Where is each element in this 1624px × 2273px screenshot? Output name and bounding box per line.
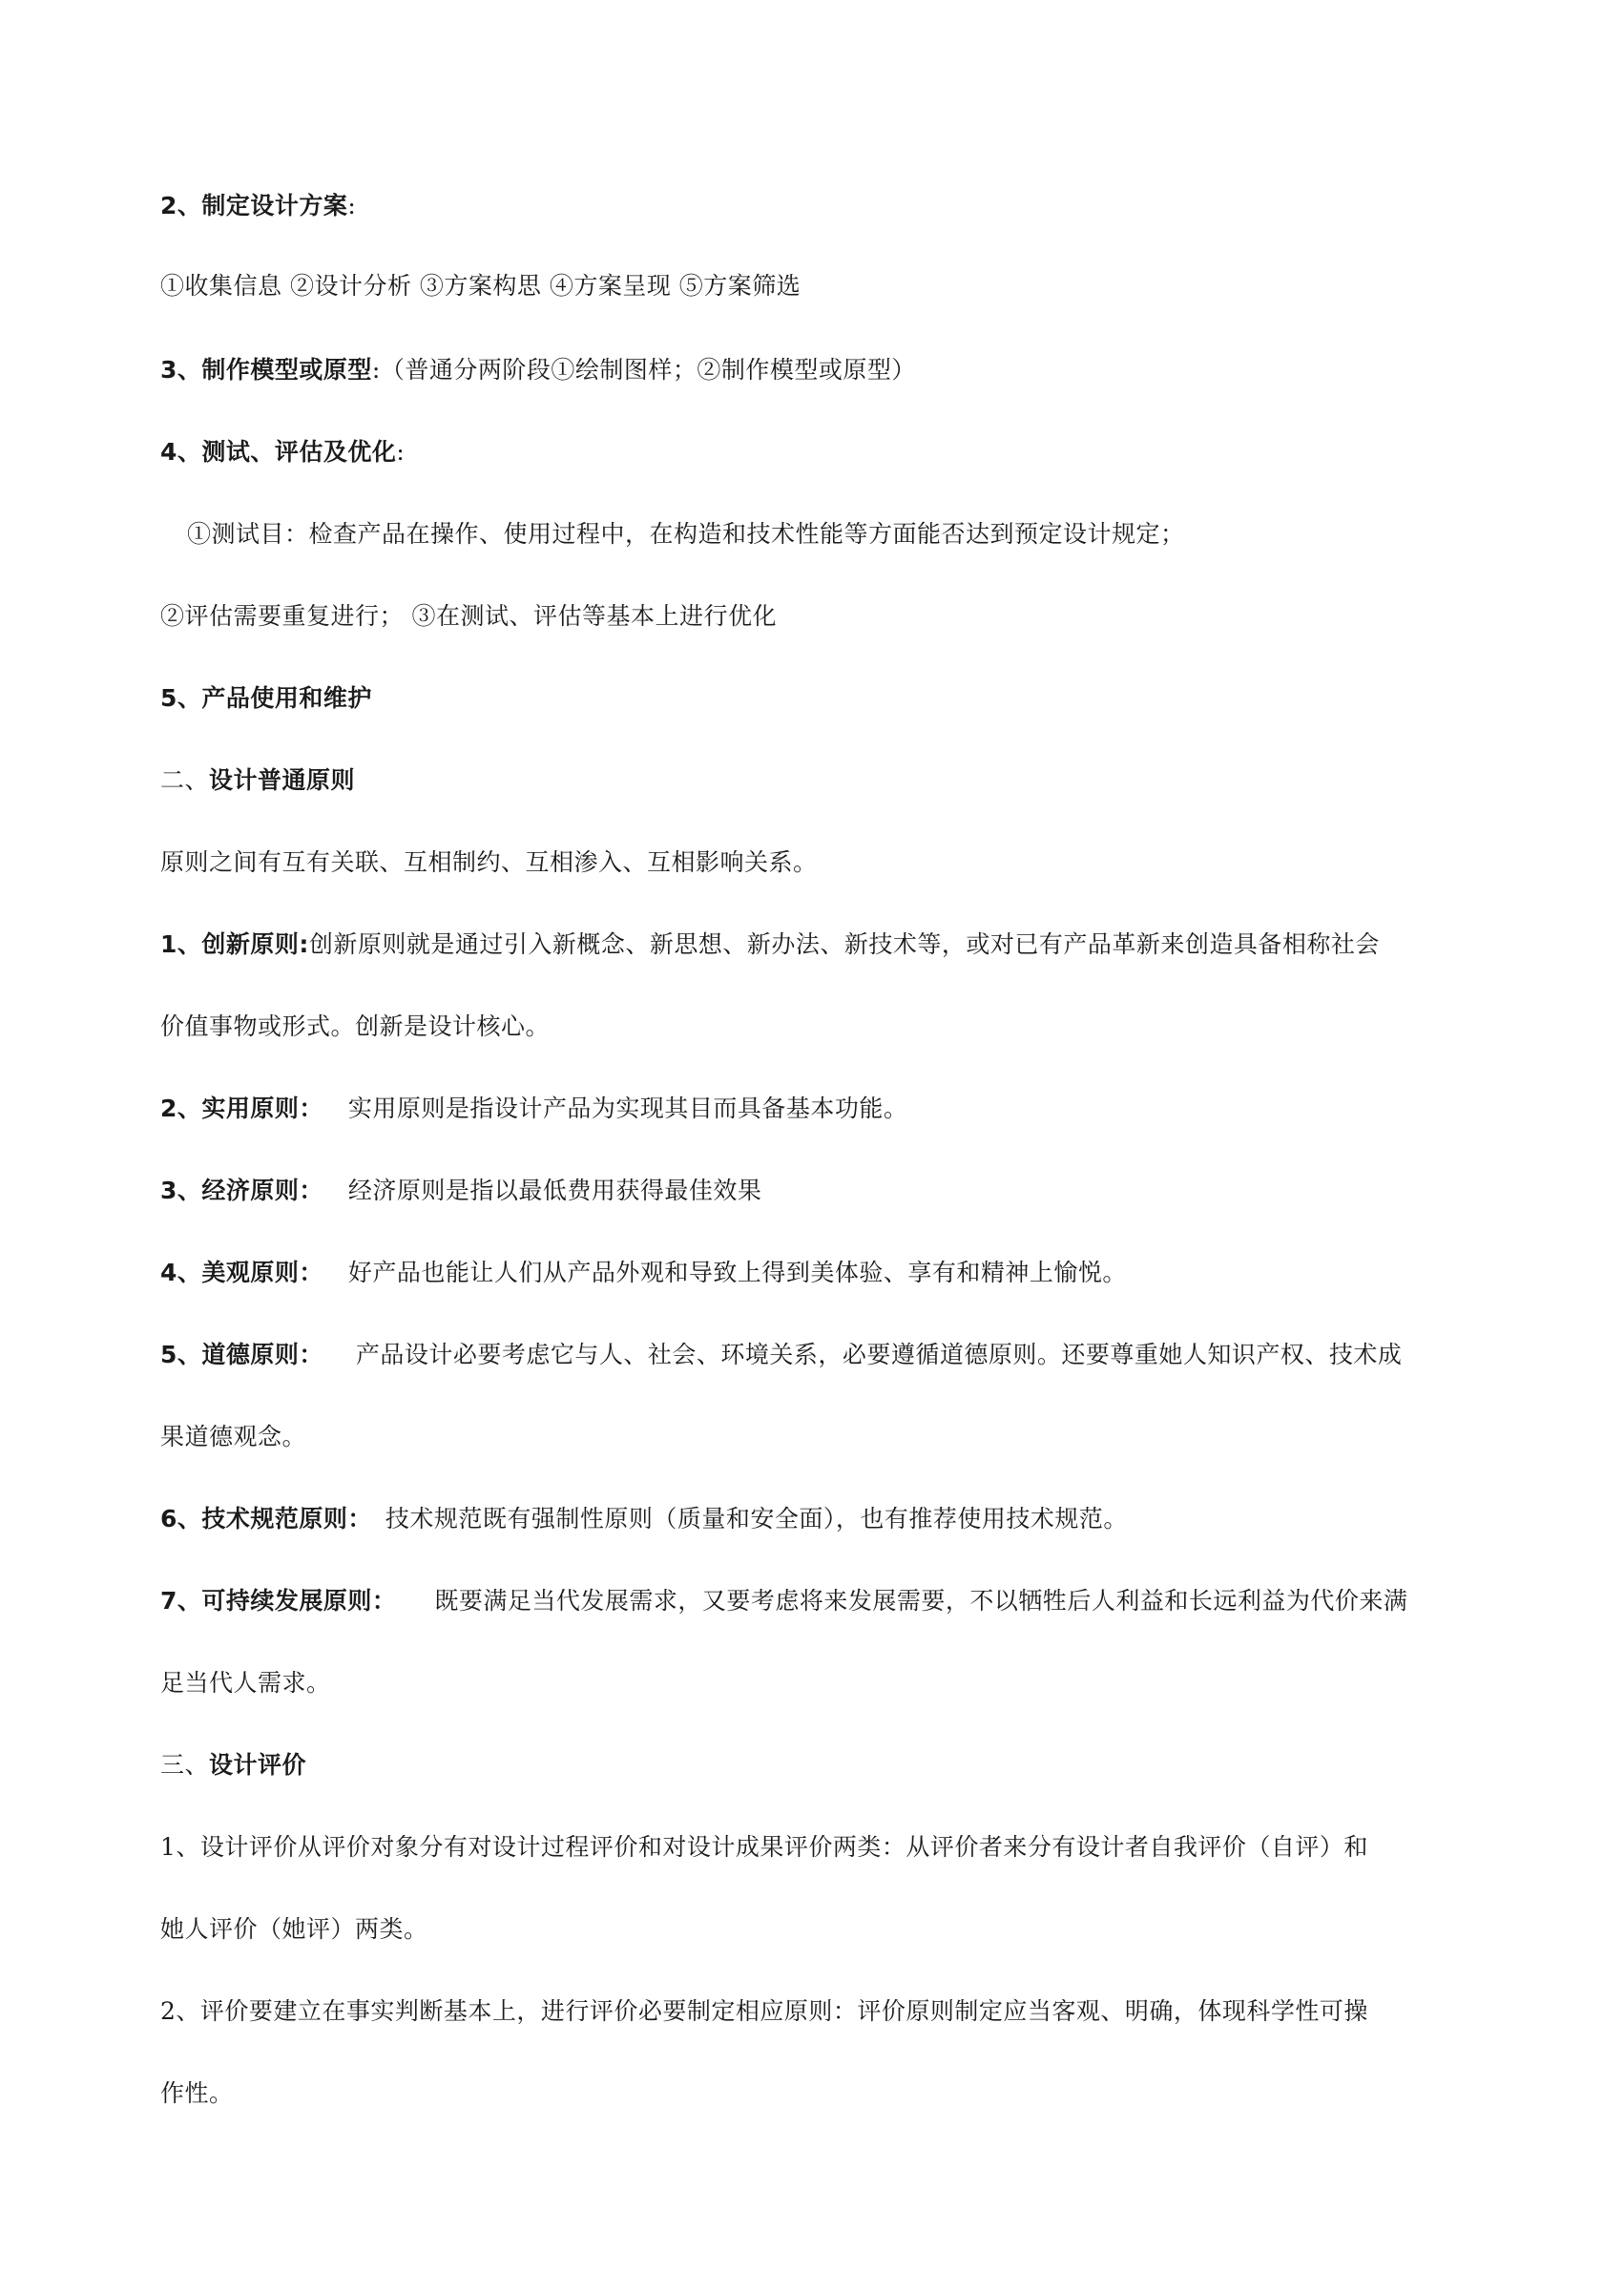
principle-ethics: [160, 1338, 1477, 1372]
principle-label: 5、道德原则：: [160, 1341, 323, 1368]
principle-practical: [160, 1092, 1477, 1126]
paragraph-text: ①收集信息 ②设计分析 ③方案构思 ④方案呈现 ⑤方案筛选: [160, 272, 802, 300]
principle-label: 4、美观原则：: [160, 1259, 323, 1286]
paragraph-evaluation-types-continued: [160, 1912, 1477, 1947]
principle-economy: [160, 1174, 1477, 1208]
paragraph-text: 价值事物或形式。创新是设计核心。: [160, 1012, 551, 1040]
principle-label: 1、创新原则:: [160, 930, 309, 958]
paragraph-text: 作性。: [160, 2079, 234, 2107]
principle-technical-standard: [160, 1502, 1477, 1536]
paragraph-evaluation-principles-continued: [160, 2076, 1477, 2111]
paragraph-text: ②评估需要重复进行； ③在测试、评估等基本上进行优化: [160, 602, 777, 630]
principle-ethics-continued: [160, 1420, 1477, 1454]
paragraph-evaluation-types: [160, 1830, 1477, 1865]
paragraph-evaluation-principles: [160, 1994, 1477, 2029]
heading-use-maintain: [160, 681, 1477, 716]
principle-text: 经济原则是指以最低费用获得最佳效果: [347, 1177, 762, 1204]
section-heading-evaluation: [160, 1748, 1477, 1783]
principle-label: 7、可持续发展原则：: [160, 1587, 397, 1615]
heading-label: 2、制定设计方案: [160, 192, 348, 219]
paragraph-design-steps: [160, 269, 1477, 303]
principle-aesthetics: [160, 1256, 1477, 1290]
paragraph-text: 她人评价（她评）两类。: [160, 1915, 428, 1943]
principle-text: 技术规范既有强制性原则（质量和安全面），也有推荐使用技术规范。: [385, 1505, 1128, 1533]
paragraph-text: ①测试目：检查产品在操作、使用过程中，在构造和技术性能等方面能否达到预定设计规定；: [187, 520, 1185, 548]
heading-suffix: :: [347, 192, 357, 219]
section-number: 三、: [160, 1751, 210, 1779]
principle-innovation-continued: [160, 1010, 1477, 1044]
principle-label: 6、技术规范原则：: [160, 1505, 372, 1533]
section-title: 设计评价: [209, 1751, 307, 1779]
heading-suffix: :（普通分两阶段①绘制图样；②制作模型或原型）: [371, 356, 916, 384]
principle-innovation: [160, 928, 1477, 962]
principle-text: 好产品也能让人们从产品外观和导致上得到美体验、享有和精神上愉悦。: [347, 1259, 1127, 1286]
heading-design-plan: [160, 189, 1477, 223]
paragraph-text: 足当代人需求。: [160, 1669, 331, 1697]
paragraph-text: 1、设计评价从评价对象分有对设计过程评价和对设计成果评价两类：从评价者来分有设计者自我评价（自评）和: [160, 1833, 1368, 1861]
principle-label: 2、实用原则：: [160, 1095, 323, 1122]
heading-label: 5、产品使用和维护: [160, 684, 372, 712]
principle-sustainability-continued: [160, 1666, 1477, 1700]
section-heading-principles: [160, 763, 1477, 798]
paragraph-text: 原则之间有互有关联、互相制约、互相渗入、互相影响关系。: [160, 848, 818, 876]
principle-label: 3、经济原则：: [160, 1177, 323, 1204]
heading-label: 3、制作模型或原型: [160, 356, 372, 384]
paragraph-principles-relation: [160, 845, 1477, 880]
section-title: 设计普通原则: [209, 766, 356, 794]
paragraph-test-purpose: [187, 517, 1504, 552]
section-number: 二、: [160, 766, 210, 794]
paragraph-evaluate-repeat: [160, 599, 1477, 634]
paragraph-text: 2、评价要建立在事实判断基本上，进行评价必要制定相应原则：评价原则制定应当客观、明确，体现科学性可操: [160, 1997, 1368, 2025]
principle-text: 产品设计必要考虑它与人、社会、环境关系，必要遵循道德原则。还要尊重她人知识产权、技术成: [355, 1341, 1403, 1368]
principle-text: 实用原则是指设计产品为实现其目而具备基本功能。: [347, 1095, 908, 1122]
principle-text: 既要满足当代发展需求，又要考虑将来发展需要，不以牺牲后人利益和长远利益为代价来满: [434, 1587, 1408, 1615]
heading-suffix: :: [396, 438, 406, 466]
heading-label: 4、测试、评估及优化: [160, 438, 397, 466]
paragraph-text: 果道德观念。: [160, 1423, 307, 1450]
heading-test-evaluate: [160, 435, 1477, 469]
heading-make-model: [160, 353, 1477, 387]
principle-sustainability: [160, 1584, 1477, 1618]
principle-text: 创新原则就是通过引入新概念、新思想、新办法、新技术等，或对已有产品革新来创造具备相称社会: [308, 930, 1380, 958]
